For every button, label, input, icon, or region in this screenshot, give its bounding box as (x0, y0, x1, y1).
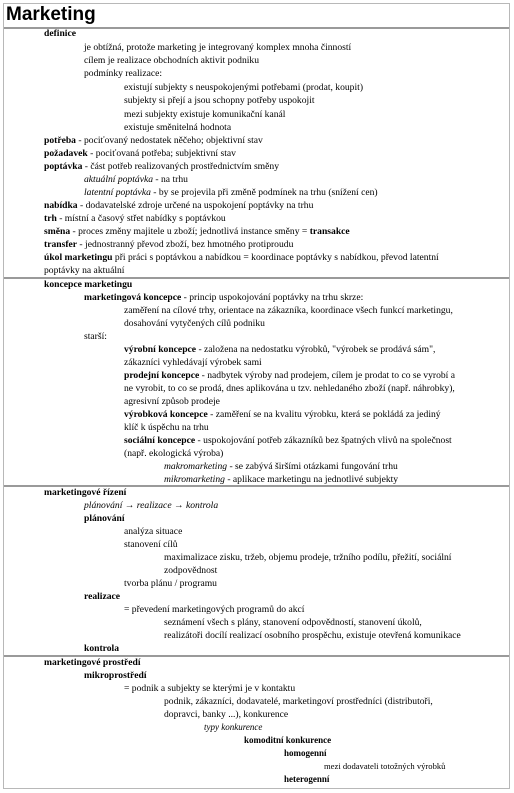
text-line: mezi subjekty existuje komunikační kanál (124, 109, 286, 120)
term-definition: - princip uspokojování poptávky na trhu skrze: (181, 292, 364, 303)
term: nabídka (44, 200, 78, 211)
text-line: zákazníci vyhledávají výrobek sami (124, 357, 262, 368)
subheading: komoditní konkurence (244, 735, 332, 745)
text-line: subjekty si přejí a jsou schopny potřeby uspokojit (124, 95, 315, 106)
subheading: plánování (84, 513, 125, 524)
term-emphasis: transakce (309, 226, 350, 237)
term-definition: - část potřeb realizovaných prostřednictvím směny (82, 161, 279, 172)
term: marketingová koncepce (84, 292, 182, 303)
term: aktuální poptávka (84, 174, 154, 185)
subheading: heterogenní (284, 774, 330, 784)
term-line (164, 474, 398, 485)
rizeni-heading: marketingové řízení (44, 487, 127, 498)
term-definition: - dodavatelské zdroje určené na uspokojení poptávky na trhu (77, 200, 314, 211)
term-definition: - zaměření se na kvalitu výrobku, která se pokládá za jediný (207, 409, 441, 420)
term: trh (44, 213, 57, 224)
text-line: dopravci, banky ...), konkurence (164, 709, 289, 720)
text-line: agresivní způsob prodeje (124, 396, 220, 407)
term: požadavek (44, 148, 88, 159)
term-definition: - pociťovaná potřeba; subjektivní stav (87, 148, 236, 159)
text-line: podmínky realizace: (84, 68, 163, 79)
term-line (84, 174, 188, 185)
text-line: podnik, zákazníci, dodavatelé, marketingoví prostředníci (distributoři, (164, 696, 433, 707)
definice-heading: definice (44, 28, 76, 39)
term-line (44, 135, 263, 146)
term-line (124, 435, 452, 446)
text-line: zodpovědnost (164, 565, 218, 576)
text-line: analýza situace (124, 526, 183, 537)
term-definition: - proces změny majitele u zboží; jednotlivá instance směny = (70, 226, 310, 237)
text-line: tvorba plánu / programu (124, 578, 217, 589)
text-line: typy konkurence (204, 722, 263, 732)
term-line (124, 344, 435, 355)
term: potřeba (44, 135, 76, 146)
text-line: existují subjekty s neuspokojenými potřebami (prodat, koupit) (124, 82, 364, 93)
term-definition: - na trhu (153, 174, 188, 185)
term-definition: - aplikace marketingu na jednotlivé subjekty (224, 474, 399, 485)
term: makromarketing (164, 461, 228, 472)
term-definition: - jednostranný převod zboží, bez hmotného protiproudu (77, 239, 294, 250)
text-line: starší: (84, 331, 107, 342)
term: poptávka (44, 161, 83, 172)
process-flow: plánování → realizace → kontrola (84, 500, 219, 511)
text-line: ne vyrobit, to co se prodá, dnes aplikována u tzv. nehledaného zboží (např. náhrobky), (124, 383, 455, 394)
term-line (164, 461, 398, 472)
text-line: seznámení všech s plány, stanovení odpovědností, stanovení úkolů, (164, 617, 422, 628)
document-page (3, 3, 510, 789)
term-line (84, 292, 363, 303)
term-line (44, 161, 279, 172)
term-definition: - místní a časový střet nabídky s poptávkou (56, 213, 226, 224)
term: transfer (44, 239, 78, 250)
text-line: dosahování vytyčených cílů podniku (124, 318, 265, 329)
text-line: zaměření na cílové trhy, orientace na zákazníka, koordinace všech funkcí marketingu, (124, 305, 453, 316)
term-line (44, 148, 236, 159)
term-line (44, 239, 293, 250)
text-line: existuje směnitelná hodnota (124, 122, 232, 133)
term-line (44, 226, 350, 237)
term-definition: - uspokojování potřeb zákazníků bez špatných vlivů na společnost (195, 435, 452, 446)
term-line (44, 213, 226, 224)
page-title: Marketing (6, 4, 96, 25)
koncepce-heading: koncepce marketingu (44, 279, 133, 290)
text-line: (např. ekologická výroba) (124, 448, 224, 459)
term-definition: při práci s poptávkou a nabídkou = koordinace poptávky s nabídkou, převod latentní (112, 252, 439, 263)
subheading: mikroprostředí (84, 670, 147, 681)
term: směna (44, 226, 71, 237)
term: úkol marketingu (44, 252, 113, 263)
term: latentní poptávka (84, 187, 151, 198)
term-line (44, 200, 313, 211)
subheading: homogenní (284, 748, 327, 758)
text-line: realizátoři docílí realizací osobního prospěchu, existuje otevřená komunikace (164, 630, 461, 641)
text-line: cílem je realizace obchodních aktivit podniku (84, 55, 260, 66)
section-divider (4, 27, 509, 29)
term-line (124, 409, 441, 420)
term: výrobní koncepce (124, 344, 197, 355)
term-definition: - by se projevila při změně podmínek na trhu (snížení cen) (150, 187, 378, 198)
text-line: = podnik a subjekty se kterými je v kontaktu (124, 683, 296, 694)
text-line: stanovení cílů (124, 539, 178, 550)
term-definition: - založena na nedostatku výrobků, "výrobek se prodává sám", (196, 344, 436, 355)
term-line (84, 187, 378, 198)
text-line: maximalizace zisku, tržeb, objemu prodeje, tržního podílu, přežití, sociální (164, 552, 452, 563)
prostredi-heading: marketingové prostředí (44, 657, 141, 668)
term-line (124, 370, 455, 381)
term: výrobková koncepce (124, 409, 208, 420)
text-line: klíč k úspěchu na trhu (124, 422, 209, 433)
term: mikromarketing (164, 474, 225, 485)
text-line: je obtížná, protože marketing je integrovaný komplex mnoha činností (84, 42, 352, 53)
term: sociální koncepce (124, 435, 196, 446)
term-line (44, 252, 439, 263)
subheading: kontrola (84, 643, 120, 654)
text-line: = převedení marketingových programů do akcí (124, 604, 305, 615)
text-line: poptávky na aktuální (44, 265, 125, 276)
subheading: realizace (84, 591, 121, 602)
term-definition: - pociťovaný nedostatek něčeho; objektivní stav (75, 135, 263, 146)
term: prodejní koncepce (124, 370, 200, 381)
text-line: mezi dodavateli totožných výrobků (324, 761, 446, 771)
term-definition: - se zabývá širšími otázkami fungování trhu (227, 461, 398, 472)
term-definition: - nadbytek výroby nad prodejem, cílem je prodat to co se vyrobí a (199, 370, 456, 381)
